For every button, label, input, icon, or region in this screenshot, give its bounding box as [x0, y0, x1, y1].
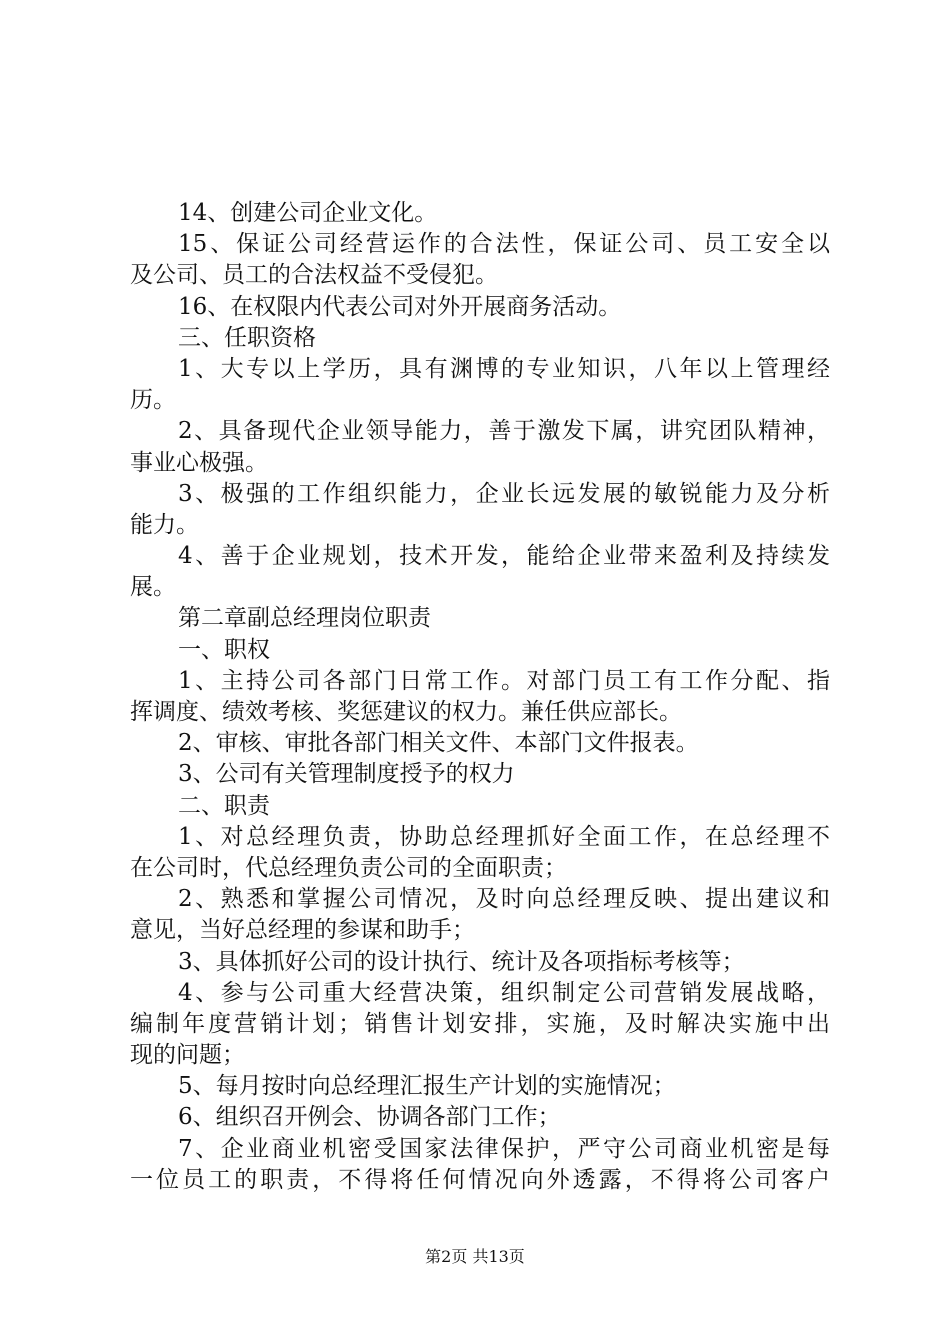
text-line: 1、大专以上学历，具有渊博的专业知识，八年以上管理经	[178, 355, 830, 382]
text-line: 及公司、员工的合法权益不受侵犯。	[130, 262, 498, 289]
text-line: 一、职权	[178, 636, 270, 663]
page-footer: 第2页 共13页	[425, 1247, 525, 1266]
text-line: 二、职责	[178, 792, 270, 819]
text-line: 挥调度、绩效考核、奖惩建议的权力。兼任供应部长。	[130, 699, 682, 725]
text-line: 16、在权限内代表公司对外开展商务活动。	[178, 293, 622, 320]
text-line: 在公司时，代总经理负责公司的全面职责；	[130, 854, 567, 881]
text-line: 3、极强的工作组织能力，企业长远发展的敏锐能力及分析	[178, 480, 830, 507]
text-line: 2、审核、审批各部门相关文件、本部门文件报表。	[178, 730, 699, 757]
text-line: 能力。	[130, 511, 199, 538]
text-line: 展。	[130, 574, 176, 601]
text-line: 1、主持公司各部门日常工作。对部门员工有工作分配、指	[178, 667, 830, 694]
text-line: 第二章副总经理岗位职责	[178, 605, 431, 632]
text-line: 4、参与公司重大经营决策，组织制定公司营销发展战略，	[178, 979, 830, 1006]
text-line: 6、组织召开例会、协调各部门工作；	[178, 1104, 561, 1131]
text-line: 5、每月按时向总经理汇报生产计划的实施情况；	[178, 1073, 676, 1100]
text-line: 三、任职资格	[178, 324, 316, 351]
text-line: 1、对总经理负责，协助总经理抓好全面工作，在总经理不	[178, 823, 830, 850]
document-body	[130, 198, 830, 1196]
text-line: 现的问题；	[130, 1042, 245, 1069]
text-line: 4、善于企业规划，技术开发，能给企业带来盈利及持续发	[178, 543, 830, 570]
text-line: 编制年度营销计划；销售计划安排，实施，及时解决实施中出	[130, 1010, 830, 1037]
text-line: 3、具体抓好公司的设计执行、统计及各项指标考核等；	[178, 948, 745, 975]
text-line: 7、企业商业机密受国家法律保护，严守公司商业机密是每	[178, 1135, 830, 1162]
text-line: 3、公司有关管理制度授予的权力	[178, 761, 515, 788]
text-line: 2、具备现代企业领导能力，善于激发下属，讲究团队精神，	[178, 418, 830, 445]
text-line: 事业心极强。	[130, 449, 268, 476]
text-line: 意见，当好总经理的参谋和助手；	[130, 917, 475, 944]
text-line: 2、熟悉和掌握公司情况，及时向总经理反映、提出建议和	[178, 886, 830, 913]
text-line: 一位员工的职责，不得将任何情况向外透露，不得将公司客户	[130, 1166, 830, 1193]
text-line: 15、保证公司经营运作的合法性，保证公司、员工安全以	[178, 231, 830, 258]
text-line: 历。	[130, 387, 176, 414]
text-line: 14、创建公司企业文化。	[178, 200, 438, 226]
